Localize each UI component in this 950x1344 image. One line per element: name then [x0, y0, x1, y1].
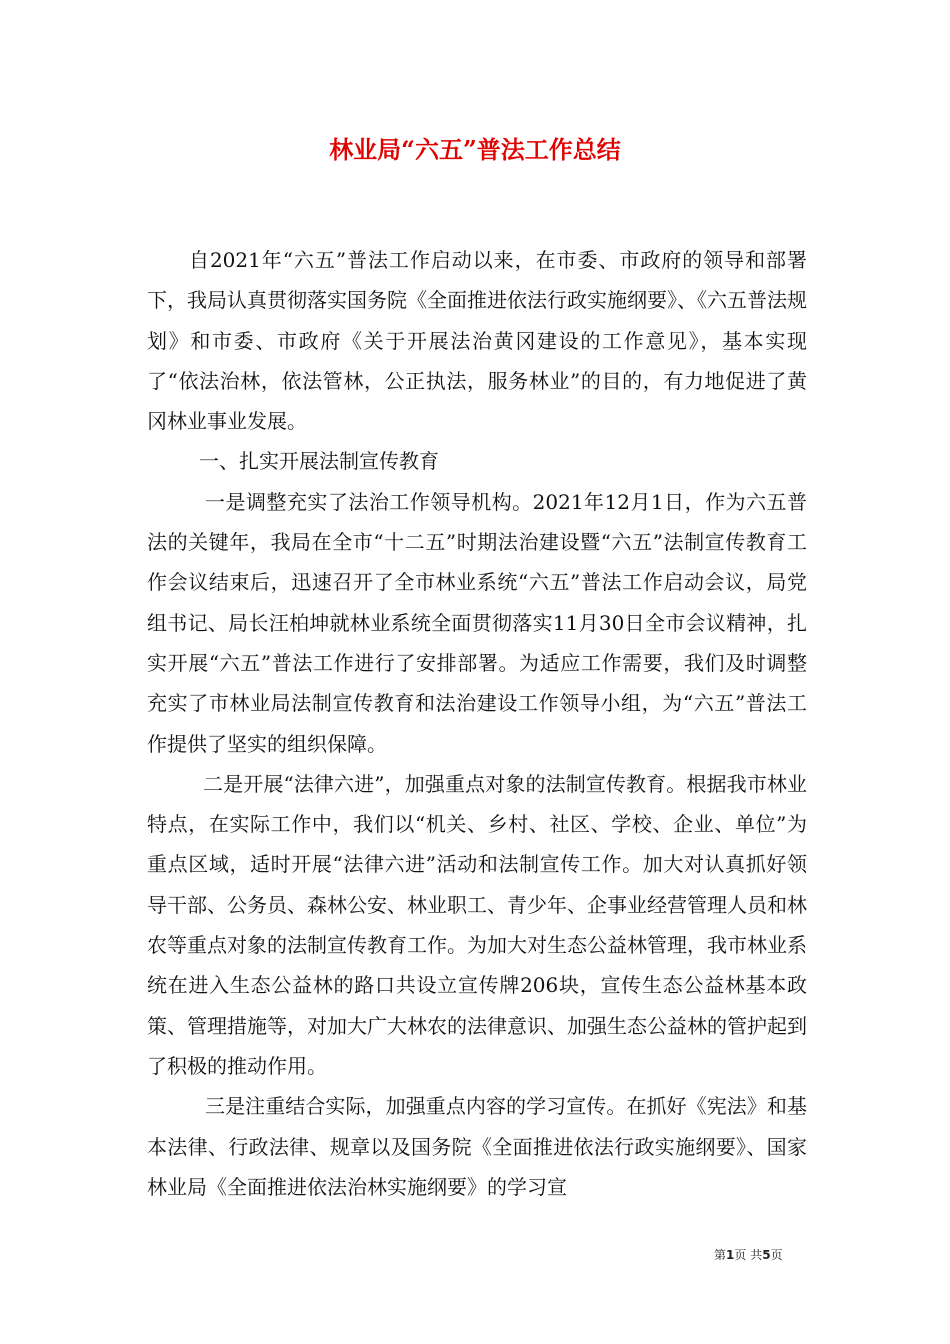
paragraph-point-2: 二是开展“法律六进”，加强重点对象的法制宣传教育。根据我市林业特点，在实际工作中，我们以“机关、乡村、社区、学校、企业、单位”为重点区域，适时开展“法律六进”活动和法制宣传工作。加大对认真抓好领导干部、公务员、森林公安、林业职工、青少年、企事业经营管理人员和林农等重点对象的法制宣传教育工作。为加大对生态公益林管理，我市林业系统在进入生态公益林的路口共设立宣传牌206块，宣传生态公益林基本政策、管理措施等，对加大广大林农的法律意识、加强生态公益林的管护起到了积极的推动作用。	[147, 771, 807, 1078]
page-footer	[714, 1245, 783, 1265]
footer-suffix: 页	[770, 1248, 783, 1262]
footer-middle: 页 共	[734, 1248, 763, 1262]
paragraph-point-3: 三是注重结合实际，加强重点内容的学习宣传。在抓好《宪法》和基本法律、行政法律、规章以及国务院《全面推进依法行政实施纲要》、国家林业局《全面推进依法治林实施纲要》的学习宣	[147, 1094, 807, 1199]
footer-prefix: 第	[714, 1248, 727, 1262]
paragraph-point-1: 一是调整充实了法治工作领导机构。2021年12月1日，作为六五普法的关键年，我局在全市“十二五”时期法治建设暨“六五”法制宣传教育工作会议结束后，迅速召开了全市林业系统“六五”普法工作启动会议，局党组书记、局长汪柏坤就林业系统全面贯彻落实11月30日全市会议精神，扎实开展“六五”普法工作进行了安排部署。为适应工作需要，我们及时调整充实了市林业局法制宣传教育和法治建设工作领导小组，为“六五”普法工作提供了坚实的组织保障。	[147, 489, 807, 756]
section-heading-1: 一、扎实开展法制宣传教育	[199, 449, 439, 474]
document-title: 林业局“六五”普法工作总结	[329, 135, 621, 164]
current-page-number: 1	[726, 1248, 735, 1262]
document-body	[147, 240, 807, 1207]
total-page-count: 5	[762, 1248, 771, 1262]
paragraph-intro: 自2021年“六五”普法工作启动以来，在市委、市政府的领导和部署下，我局认真贯彻落实国务院《全面推进依法行政实施纲要》、《六五普法规划》和市委、市政府《关于开展法治黄冈建设的工作意见》，基本实现了“依法治林，依法管林，公正执法，服务林业”的目的，有力地促进了黄冈林业事业发展。	[147, 248, 807, 434]
